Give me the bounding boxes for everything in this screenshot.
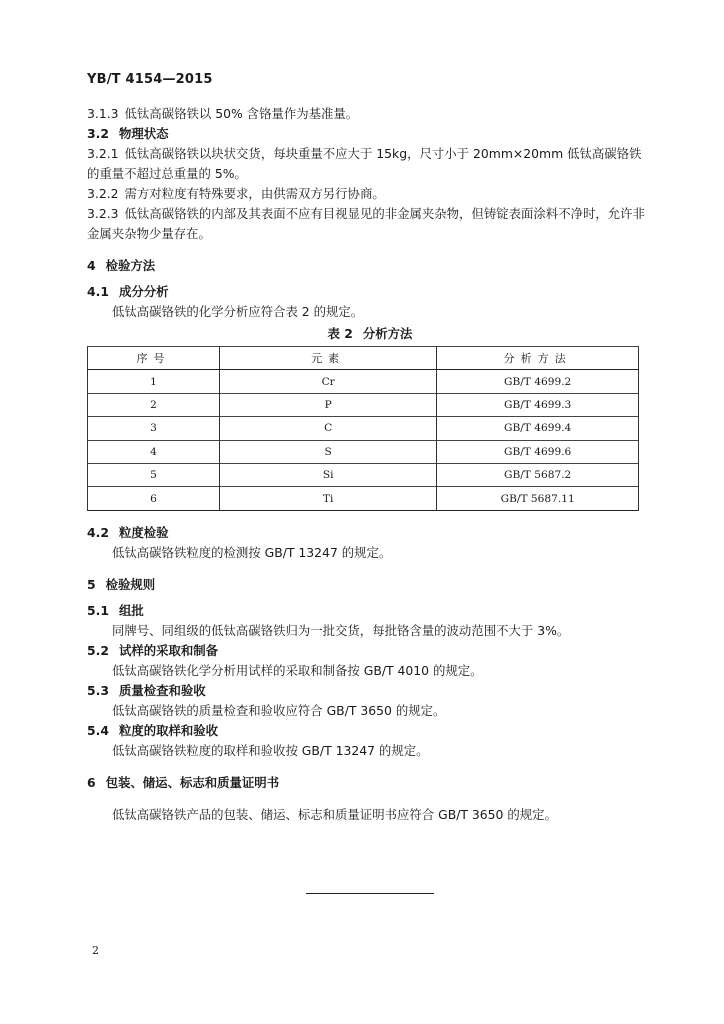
cell-method: GB/T 4699.4: [437, 417, 639, 440]
clause-number: 3.2.1: [87, 146, 119, 161]
analysis-method-table: [87, 346, 639, 511]
cell-element: S: [220, 440, 437, 463]
heading-text: 粒度的取样和验收: [118, 722, 219, 738]
heading-number: 5.1: [87, 602, 109, 618]
table-row: [88, 393, 639, 416]
cell-no: 3: [88, 417, 220, 440]
table-header-row: [88, 347, 639, 370]
heading-5-2: [87, 641, 653, 661]
cell-no: 6: [88, 487, 220, 510]
heading-5-4: [87, 721, 653, 741]
table-caption-number: 表 2: [327, 326, 353, 341]
table-row: [88, 440, 639, 463]
cell-element: Si: [220, 463, 437, 486]
cell-method: GB/T 5687.11: [437, 487, 639, 510]
cell-no: 2: [88, 393, 220, 416]
heading-text: 组批: [118, 602, 144, 618]
cell-no: 1: [88, 370, 220, 393]
clause-4-1-text: 低钛高碳铬铁的化学分析应符合表 2 的规定。: [112, 304, 364, 319]
end-rule: [306, 893, 434, 894]
table-row: [88, 417, 639, 440]
clause-number: 3.1.3: [87, 106, 119, 121]
page-content: [87, 104, 653, 825]
clause-3-2-3: [87, 204, 653, 244]
cell-element: Cr: [220, 370, 437, 393]
heading-section-4: [87, 256, 653, 276]
header-analysis-method: 分析方法: [437, 347, 639, 370]
heading-number: 3.2: [87, 126, 109, 141]
clause-text: 低钛高碳铬铁以块状交货，每块重量不应大于 15kg，尺寸小于 20mm×20mm 低钛高碳铬铁的重量不超过总重量的 5%。: [87, 146, 642, 181]
table-row: [88, 370, 639, 393]
table-row: [88, 463, 639, 486]
clause-text: 低钛高碳铬铁以 50% 含铬量作为基准量。: [124, 106, 359, 121]
heading-number: 4.2: [87, 524, 109, 540]
heading-text: 质量检查和验收: [118, 682, 206, 698]
clause-5-1-text: 同牌号、同组级的低钛高碳铬铁归为一批交货，每批铬含量的波动范围不大于 3%。: [112, 622, 570, 638]
clause-5-3-text: 低钛高碳铬铁的质量检查和验收应符合 GB/T 3650 的规定。: [112, 702, 446, 718]
heading-number: 4: [87, 258, 96, 273]
clause-text: 需方对粒度有特殊要求，由供需双方另行协商。: [124, 186, 385, 201]
cell-no: 5: [88, 463, 220, 486]
cell-method: GB/T 5687.2: [437, 463, 639, 486]
heading-text: 试样的采取和制备: [118, 642, 219, 658]
table-caption: [87, 324, 653, 344]
heading-4-2: [87, 523, 653, 543]
header-element: 元素: [220, 347, 437, 370]
header-serial-number: 序号: [88, 347, 220, 370]
heading-section-5: [87, 575, 653, 595]
clause-5-2-text: 低钛高碳铬铁化学分析用试样的采取和制备按 GB/T 4010 的规定。: [112, 662, 483, 678]
heading-text: 检验方法: [105, 258, 156, 273]
heading-4-1: [87, 282, 653, 302]
heading-text: 检验规则: [105, 576, 156, 592]
heading-text: 包装、储运、标志和质量证明书: [105, 774, 280, 790]
cell-element: P: [220, 393, 437, 416]
clause-4-2-text: 低钛高碳铬铁粒度的检测按 GB/T 13247 的规定。: [112, 544, 392, 560]
heading-number: 5: [87, 576, 96, 592]
clause-3-2-1: [87, 144, 653, 184]
clause-number: 3.2.3: [87, 206, 119, 221]
cell-no: 4: [88, 440, 220, 463]
heading-number: 5.2: [87, 642, 109, 658]
heading-number: 6: [87, 774, 96, 790]
heading-number: 4.1: [87, 284, 109, 299]
heading-5-3: [87, 681, 653, 701]
heading-5-1: [87, 601, 653, 621]
clause-6-text: 低钛高碳铬铁产品的包装、储运、标志和质量证明书应符合 GB/T 3650 的规定。: [112, 806, 557, 822]
table-caption-text: 分析方法: [362, 326, 413, 341]
clause-3-1-3: [87, 104, 653, 124]
cell-method: GB/T 4699.6: [437, 440, 639, 463]
clause-3-2-2: [87, 184, 653, 204]
heading-number: 5.4: [87, 722, 109, 738]
page-number: 2: [92, 944, 99, 957]
clause-number: 3.2.2: [87, 186, 119, 201]
clause-5-4-text: 低钛高碳铬铁粒度的取样和验收按 GB/T 13247 的规定。: [112, 742, 429, 758]
cell-method: GB/T 4699.2: [437, 370, 639, 393]
standard-code: YB/T 4154—2015: [87, 72, 213, 87]
heading-section-6: [87, 773, 653, 793]
heading-text: 成分分析: [118, 284, 169, 299]
clause-text: 低钛高碳铬铁的内部及其表面不应有目视显见的非金属夹杂物，但铸锭表面涂料不净时，允许非金属夹杂物少量存在。: [87, 206, 645, 241]
cell-element: C: [220, 417, 437, 440]
heading-text: 粒度检验: [118, 524, 169, 540]
heading-3-2: [87, 124, 653, 144]
heading-text: 物理状态: [118, 126, 169, 141]
table-row: [88, 487, 639, 510]
cell-method: GB/T 4699.3: [437, 393, 639, 416]
cell-element: Ti: [220, 487, 437, 510]
heading-number: 5.3: [87, 682, 109, 698]
